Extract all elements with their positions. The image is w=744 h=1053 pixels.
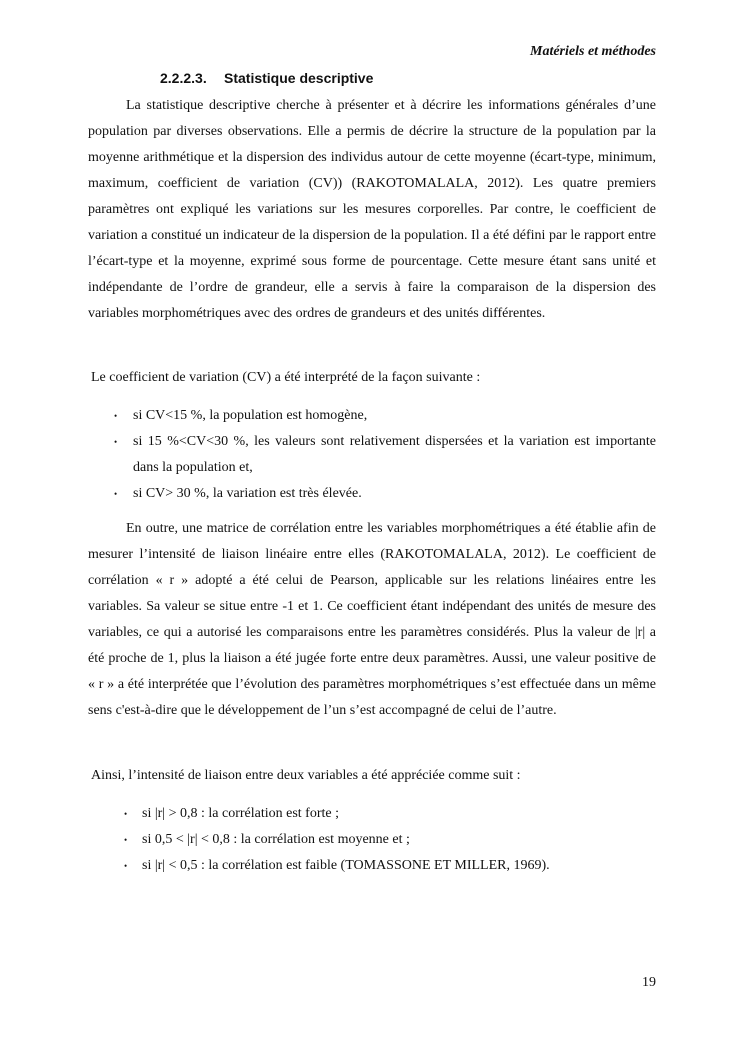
paragraph-r-lead: Ainsi, l’intensité de liaison entre deux variables a été appréciée comme suit : — [91, 768, 521, 783]
list-item: • si 0,5 < |r| < 0,8 : la corrélation est moyenne et ; — [88, 827, 656, 853]
list-item: • si |r| < 0,5 : la corrélation est faible (TOMASSONE ET MILLER, 1969). — [88, 853, 656, 879]
section-number: 2.2.2.3. — [160, 70, 207, 86]
list-item: • si 15 %<CV<30 %, les valeurs sont relativement dispersées et la variation est importante dans la population et, — [88, 429, 656, 481]
list-item: • si |r| > 0,8 : la corrélation est forte ; — [88, 801, 656, 827]
paragraph-cv-lead: Le coefficient de variation (CV) a été interprété de la façon suivante : — [91, 370, 481, 385]
cv-section — [88, 365, 656, 391]
section-title: Statistique descriptive — [224, 70, 374, 86]
cv-list-block — [88, 403, 656, 507]
paragraph-intro-block — [88, 93, 656, 327]
page-number: 19 — [642, 975, 656, 990]
list-item: • si CV> 30 %, la variation est très élevée. — [88, 481, 656, 507]
r-section — [88, 763, 656, 789]
correlation-block — [88, 516, 656, 724]
paragraph-intro: La statistique descriptive cherche à présenter et à décrire les informations générales d’une population par diverses observations. Elle a permis de décrire la structure de la population par la moyenne arithmétique et la dispersion des individus autour de cette moyenne (écart-type, minimum, maximum, coefficient de variation (CV)) (RAKOTOMALALA, 2012). Les quatre premiers paramètres ont expliqué les variations sur les mesures corporelles. Par contre, le coefficient de variation a constitué un indicateur de la dispersion de la population. Il a été défini par le rapport entre l’écart-type et la moyenne, exprimé sous forme de pourcentage. Cette mesure étant sans unité et indépendante de l’ordre de grandeur, elle a servis à faire la comparaison de la dispersion des variables morphométriques avec des ordres de grandeurs et des unités différentes. — [88, 98, 656, 321]
paragraph-correlation: En outre, une matrice de corrélation entre les variables morphométriques a été établie afin de mesurer l’intensité de liaison linéaire entre elles (RAKOTOMALALA, 2012). Le coefficient de corrélation « r » adopté a été celui de Pearson, applicable sur les relations linéaires entre les variables. Sa valeur se situe entre -1 et 1. Ce coefficient étant indépendant des unités de mesure des variables, ce qui a autorisé les comparaisons entre les paramètres considérés. Plus la valeur de |r| a été proche de 1, plus la liaison a été jugée forte entre deux paramètres. Aussi, une valeur positive de « r » a été interprétée que l’évolution des paramètres morphométriques s’est effectuée dans un même sens c'est-à-dire que le développement de l’un s’est accompagné de celui de l’autre. — [88, 521, 656, 718]
cv-interpretation-list — [88, 403, 656, 507]
running-header: Matériels et méthodes — [530, 44, 656, 59]
r-list-block — [88, 801, 656, 879]
correlation-interpretation-list — [88, 801, 656, 879]
list-item: • si CV<15 %, la population est homogène, — [88, 403, 656, 429]
section-heading — [160, 70, 373, 86]
